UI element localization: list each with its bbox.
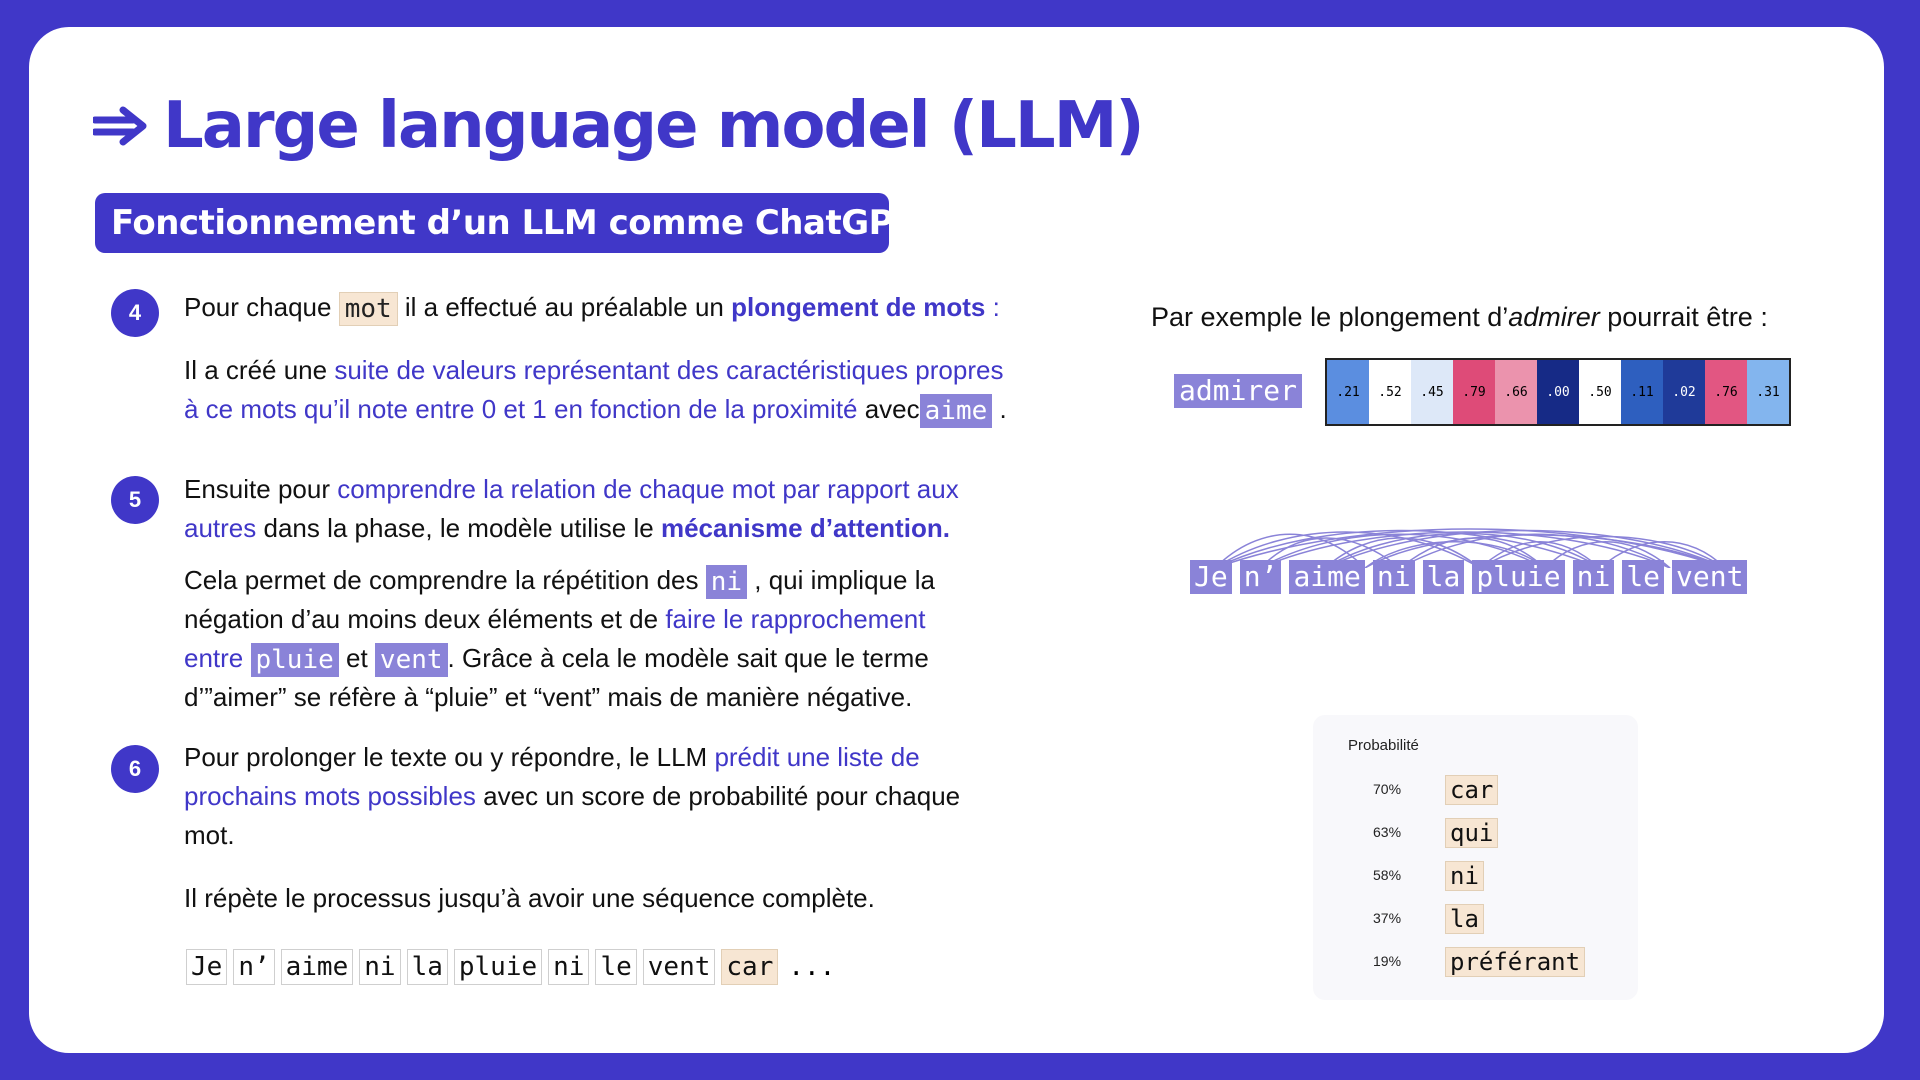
probability-value: 70%	[1373, 781, 1402, 797]
step-5-line-2: autres dans la phase, le modèle utilise le mécanisme d’attention.	[184, 513, 950, 543]
attention-token: vent	[1672, 560, 1747, 594]
embedding-cell: .66	[1495, 360, 1537, 424]
probability-value: 19%	[1373, 953, 1402, 969]
sequence-token: n’	[233, 949, 274, 985]
candidate-word: car	[1445, 775, 1498, 805]
sequence-ellipsis: ...	[788, 952, 836, 982]
step-6-line-4: Il répète le processus jusqu’à avoir une séquence complète.	[184, 883, 875, 913]
step-4-line-2: Il a créé une suite de valeurs représentant des caractéristiques propres	[184, 355, 1004, 385]
attention-token: aime	[1289, 560, 1364, 594]
sequence-token: la	[407, 949, 448, 985]
token-ni: ni	[706, 565, 747, 599]
step-number-5: 5	[111, 476, 159, 524]
embedding-vector	[1325, 358, 1791, 426]
embedding-cell: .45	[1411, 360, 1453, 424]
step-5-line-1: Ensuite pour comprendre la relation de chaque mot par rapport aux	[184, 474, 959, 504]
arrow-right-icon	[93, 106, 149, 146]
candidate-word: qui	[1445, 818, 1498, 848]
sequence-token: ni	[359, 949, 400, 985]
attention-token: le	[1622, 560, 1664, 594]
sequence-predicted-token: car	[721, 949, 778, 985]
step-6-line-3: mot.	[184, 820, 235, 850]
step-6-line-2: prochains mots possibles avec un score de probabilité pour chaque	[184, 781, 961, 811]
probability-row	[1313, 771, 1638, 811]
sequence-token: Je	[186, 949, 227, 985]
embedding-cell: .21	[1327, 360, 1369, 424]
embedding-cell: .11	[1621, 360, 1663, 424]
attention-token: pluie	[1472, 560, 1564, 594]
step-number-6: 6	[111, 745, 159, 793]
attention-token: Je	[1190, 560, 1232, 594]
probability-panel	[1313, 715, 1638, 1000]
probability-row	[1313, 857, 1638, 897]
probability-row	[1313, 943, 1638, 983]
token-aime: aime	[920, 394, 993, 428]
token-sequence	[186, 949, 835, 985]
candidate-word: préférant	[1445, 947, 1585, 977]
embedding-cell: .76	[1705, 360, 1747, 424]
embedding-example-label: Par exemple le plongement d’admirer pourrait être :	[1151, 302, 1768, 332]
step-5-line-4: négation d’au moins deux éléments et de faire le rapprochement	[184, 604, 926, 634]
token-mot: mot	[339, 292, 398, 326]
step-4-line-3: à ce mots qu’il note entre 0 et 1 en fonction de la proximité avec aime .	[184, 394, 1007, 427]
attention-token: la	[1423, 560, 1465, 594]
page-title: Large language model (LLM)	[93, 86, 1143, 166]
probability-title: Probabilité	[1348, 737, 1419, 754]
sequence-token: pluie	[454, 949, 542, 985]
embedding-cell: .50	[1579, 360, 1621, 424]
sequence-token: ni	[548, 949, 589, 985]
attention-token: ni	[1373, 560, 1415, 594]
step-5-line-6: d’”aimer” se réfère à “pluie” et “vent” mais de manière négative.	[184, 682, 913, 712]
candidate-word: ni	[1445, 861, 1484, 891]
sequence-token: le	[595, 949, 636, 985]
sequence-token: vent	[643, 949, 716, 985]
token-vent: vent	[375, 643, 448, 677]
embedding-cell: .00	[1537, 360, 1579, 424]
token-admirer: admirer	[1174, 374, 1302, 408]
step-6-line-1: Pour prolonger le texte ou y répondre, le LLM prédit une liste de	[184, 742, 920, 772]
probability-value: 58%	[1373, 867, 1402, 883]
embedding-cell: .52	[1369, 360, 1411, 424]
section-subtitle: Fonctionnement d’un LLM comme ChatGPT	[95, 193, 889, 253]
step-4-line-1: Pour chaque mot il a effectué au préalable un plongement de mots :	[184, 292, 1000, 325]
probability-row	[1313, 814, 1638, 854]
embedding-cell: .31	[1747, 360, 1789, 424]
attention-token-row	[1190, 560, 1747, 594]
attention-token: ni	[1573, 560, 1615, 594]
probability-value: 63%	[1373, 824, 1402, 840]
token-pluie: pluie	[251, 643, 339, 677]
probability-value: 37%	[1373, 910, 1402, 926]
step-5-line-5: entre pluie et vent . Grâce à cela le modèle sait que le terme	[184, 643, 929, 676]
step-number-4: 4	[111, 289, 159, 337]
candidate-word: la	[1445, 904, 1484, 934]
attention-token: n’	[1240, 560, 1282, 594]
embedding-cell: .02	[1663, 360, 1705, 424]
probability-row	[1313, 900, 1638, 940]
embedding-cell: .79	[1453, 360, 1495, 424]
sequence-token: aime	[281, 949, 354, 985]
step-5-line-3: Cela permet de comprendre la répétition des ni , qui implique la	[184, 565, 935, 598]
